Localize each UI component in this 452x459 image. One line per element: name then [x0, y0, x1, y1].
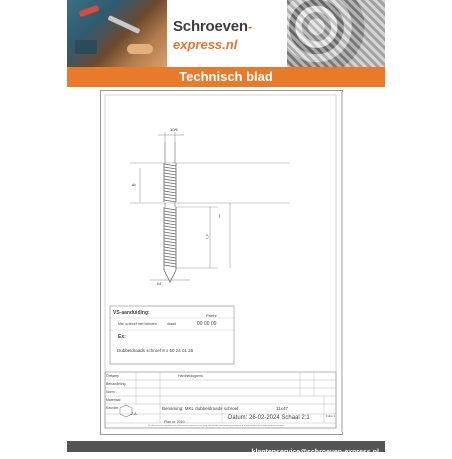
brand-main-text: Schroeven	[173, 18, 248, 35]
header-banner	[67, 0, 385, 67]
tb-row-3: Norm	[106, 390, 115, 394]
screw-drawing	[100, 90, 341, 433]
dim-bottom-label: l/4	[157, 281, 162, 286]
sheet-shadow	[341, 92, 343, 432]
dim-lc-label: l_c	[204, 233, 210, 240]
vs-row-desc: Mw. schroef met beleden	[118, 322, 157, 326]
tb-benaming: Benaming: MKL dubbeldraads schroef	[162, 406, 239, 411]
inner-frame	[105, 95, 336, 428]
footer-bar	[67, 441, 385, 456]
dim-b-label: b	[131, 183, 138, 187]
tb-row-2: Behandeling	[106, 382, 126, 386]
lower-thread	[164, 207, 176, 270]
tb-plan-no: Plan nr. 2010	[164, 420, 185, 424]
tb-datum: Datum: 26-02-2024 Schaal 2:1	[228, 415, 310, 421]
tb-blad: Folio 1	[326, 414, 336, 418]
tb-row-4: Materiaal	[106, 398, 121, 402]
tb-footnote: Dit document is eigendom van Schroeven-express.nl en mag niet zonder toestemming gekopieerd of aan derden ter inzage gegeven worden.	[148, 425, 285, 427]
vs-partno-header: Partnr	[206, 313, 217, 318]
vs-row-code: 00 00 00	[197, 321, 217, 327]
upper-thread	[164, 163, 176, 202]
tb-row-5: Keurder	[106, 406, 119, 410]
brand-accent-text: -express.nl	[173, 19, 253, 52]
vs-example: Dubbeldraads schroef 8 x 50 24 01 25	[117, 348, 194, 353]
vs-row-model: draad	[167, 322, 176, 326]
tb-row-1: Ontwerp	[106, 374, 120, 378]
dim-top-label: 10/6	[170, 127, 178, 132]
tb-logo-text: Z.A.	[131, 412, 138, 416]
tb-item-code: 11x47	[276, 406, 288, 411]
vs-heading: VS-aanduiding:	[113, 310, 150, 316]
tb-col-header-mid: Hardheidsgrens	[178, 374, 203, 378]
footer-email-link[interactable]: klantenservice@schroeven-express.nl	[251, 449, 379, 456]
title-bar	[67, 67, 385, 87]
page-title: Technisch blad	[179, 69, 273, 84]
dim-l-label: l	[219, 214, 221, 220]
header-photo-tools	[67, 0, 167, 67]
vs-ex-label: Ex:	[118, 334, 126, 340]
header-photo-screws	[287, 0, 385, 67]
